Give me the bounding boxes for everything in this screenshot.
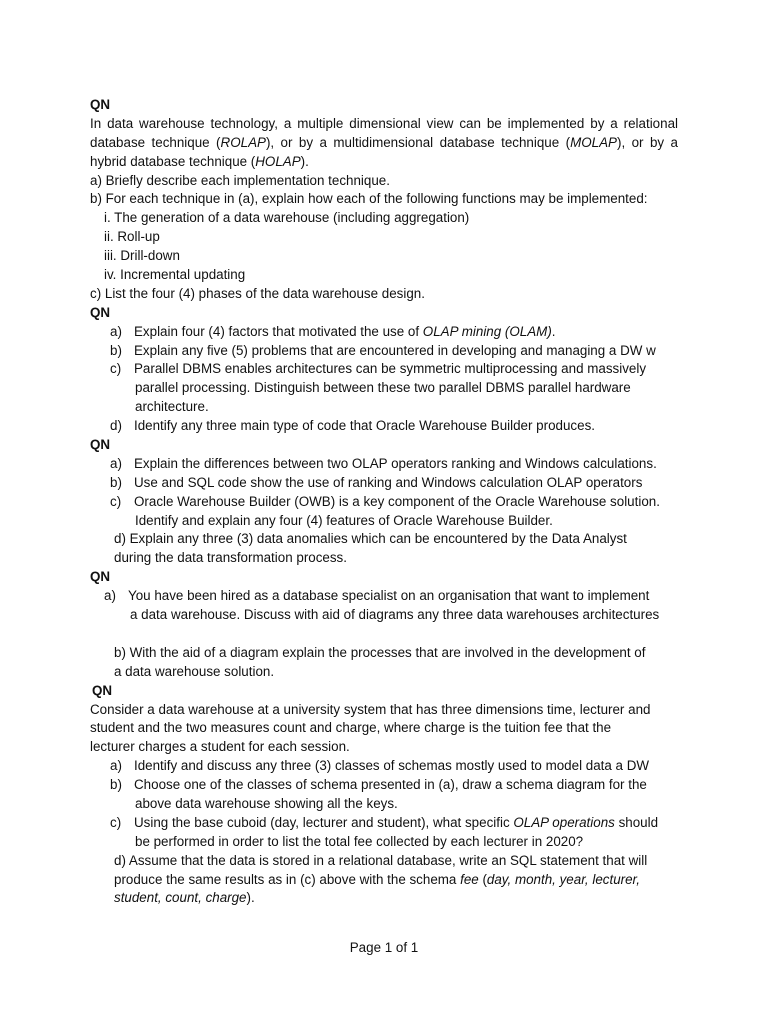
q1-part-b: b) For each technique in (a), explain how each of the following functions may be implemented: xyxy=(90,191,648,207)
q2-part-c-line-2: parallel processing. Distinguish between these two parallel DBMS parallel hardware xyxy=(135,380,631,396)
q2-part-c-line-1: c) Parallel DBMS enables architectures can be symmetric multiprocessing and massively xyxy=(110,361,647,377)
q1-intro-line-1: In data warehouse technology, a multiple dimensional view can be implemented by a relational xyxy=(90,115,678,131)
q2-part-d: d) Identify any three main type of code that Oracle Warehouse Builder produces. xyxy=(110,418,595,434)
q2-part-b: b) Explain any five (5) problems that are encountered in developing and managing a DW w xyxy=(110,342,656,358)
q1-part-b-iii: iii. Drill-down xyxy=(104,248,180,264)
q3-part-c-line-1: c) Oracle Warehouse Builder (OWB) is a key component of the Oracle Warehouse solution. xyxy=(110,493,660,509)
q3-part-d-line-2: during the data transformation process. xyxy=(114,550,347,566)
q5-intro-line-3: lecturer charges a student for each session. xyxy=(90,739,350,755)
q1-intro-line-3: hybrid database technique (HOLAP). xyxy=(90,153,309,169)
question-heading: QN xyxy=(90,304,111,320)
q5-part-c-line-2: be performed in order to list the total fee collected by each lecturer in 2020? xyxy=(135,833,584,849)
q4-part-a-line-2: a data warehouse. Discuss with aid of diagrams any three data warehouses architectures xyxy=(130,607,660,623)
question-heading: QN xyxy=(92,682,113,698)
question-heading: QN xyxy=(90,97,111,112)
question-heading: QN xyxy=(90,437,111,453)
q5-intro-line-2: student and the two measures count and charge, where charge is the tuition fee that the xyxy=(90,720,612,736)
q3-part-d-line-1: d) Explain any three (3) data anomalies which can be encountered by the Data Analyst xyxy=(114,531,627,547)
q1-part-b-i: i. The generation of a data warehouse (including aggregation) xyxy=(104,210,470,226)
q1-intro-line-2: database technique (ROLAP), or by a multidimensional database technique (MOLAP), or by a xyxy=(90,134,678,150)
q1-part-b-iv: iv. Incremental updating xyxy=(104,267,246,283)
q2-part-c-line-3: architecture. xyxy=(135,399,209,415)
q5-intro-line-1: Consider a data warehouse at a university system that has three dimensions time, lecturer and xyxy=(90,701,651,717)
q5-part-d-line-1: d) Assume that the data is stored in a relational database, write an SQL statement that will xyxy=(114,852,648,868)
q4-part-b-line-1: b) With the aid of a diagram explain the processes that are involved in the development of xyxy=(114,644,646,660)
q5-part-c-line-1: c) Using the base cuboid (day, lecturer and student), what specific OLAP operations should xyxy=(110,814,659,830)
q3-part-b: b) Use and SQL code show the use of ranking and Windows calculation OLAP operators xyxy=(110,474,643,490)
q5-part-d-line-3: student, count, charge). xyxy=(114,890,255,906)
q3-part-a: a) Explain the differences between two OLAP operators ranking and Windows calculations. xyxy=(110,455,657,471)
q3-part-c-line-2: Identify and explain any four (4) features of Oracle Warehouse Builder. xyxy=(135,512,553,528)
q1-part-c: c) List the four (4) phases of the data warehouse design. xyxy=(90,285,425,301)
q1-part-a: a) Briefly describe each implementation technique. xyxy=(90,172,390,188)
page-number: Page 1 of 1 xyxy=(349,940,419,955)
q5-part-d-line-2: produce the same results as in (c) above with the schema fee (day, month, year, lecturer, xyxy=(114,871,640,887)
document-body xyxy=(90,96,678,908)
q1-part-b-ii: ii. Roll-up xyxy=(104,229,160,245)
question-heading: QN xyxy=(90,569,111,585)
q2-part-a: a) Explain four (4) factors that motivated the use of OLAP mining (OLAM). xyxy=(110,323,556,339)
q5-part-b-line-1: b) Choose one of the classes of schema presented in (a), draw a schema diagram for the xyxy=(110,777,647,793)
q5-part-b-line-2: above data warehouse showing all the keys. xyxy=(135,795,398,811)
q4-part-b-line-2: a data warehouse solution. xyxy=(114,663,275,679)
q5-part-a: a) Identify and discuss any three (3) classes of schemas mostly used to model data a DW xyxy=(110,758,650,774)
q4-part-a-line-1: a) You have been hired as a database specialist on an organisation that want to implement xyxy=(104,588,650,604)
